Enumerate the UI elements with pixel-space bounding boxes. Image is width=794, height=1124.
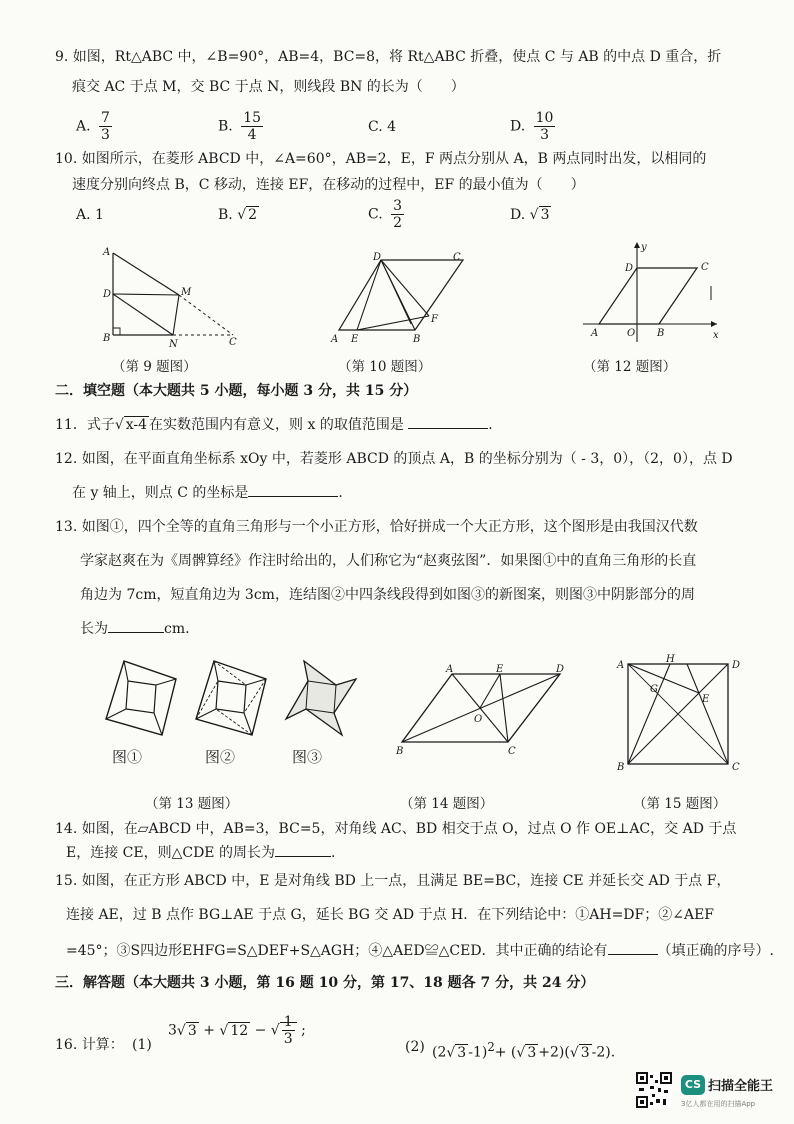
label-A: A [617,660,625,671]
q16-part2-expression: (2√ 3 -1)$^2$+ (√ 3 +2)(√ 3 -2). [432,1040,616,1061]
figure-10 [325,248,475,348]
label-G: G [650,684,658,695]
label-A: A [446,664,454,675]
q9-line1: 9. 如图，Rt△ABC 中，∠B=90°，AB=4，BC=8，将 Rt△ABC 折叠，使点 C 与 AB 的中点 D 重合，折 [55,49,722,65]
answer-blank-q12[interactable] [248,496,338,497]
subfigure-3-label: 图③ [292,748,323,766]
q15-line3: =45°；③S四边形EHFG=S△DEF+S△AGH；④△AED≌△CED．其中正确的结论有 （填正确的序号）. [66,943,774,959]
label-N: N [169,339,178,350]
answer-blank-q15[interactable] [608,954,658,955]
label-y: y [641,242,647,253]
section-2-heading: 二．填空题（本大题共 5 小题，每小题 3 分，共 15 分） [55,383,418,399]
sqrt: √ 3 [529,207,550,223]
q15-line2: 连接 AE，过 B 点作 BG⊥AE 于点 G，延长 BG 交 AD 于点 H．在下列结论中：①AH=DF；②∠AEF [66,907,715,923]
figure-9 [95,245,245,350]
answer-blank-q13[interactable] [108,632,164,633]
label-E: E [496,664,504,675]
subfigure-2-label: 图② [205,748,236,766]
label-H: H [666,654,675,665]
fraction: $\frac{15}{4}$ [243,110,262,143]
q9-option-d: D. $\frac{10}{3}$ [510,110,554,143]
q10-line1: 10. 如图所示，在菱形 ABCD 中，∠A=60°，AB=2，E，F 两点分别从 A，B 两点同时出发，以相同的 [55,151,707,167]
label-C: C [453,252,461,263]
q10-option-c: C. $\frac{3}{2}$ [368,198,403,231]
figure-14 [390,662,580,762]
q12-line2: 在 y 轴上，则点 C 的坐标是 . [72,485,343,501]
q16-part1-label: (1) [132,1037,152,1053]
fraction: $\frac{10}{3}$ [535,110,554,143]
camscanner-badge: CS [681,1075,705,1095]
label-A: A [103,247,111,258]
brand-name: 扫描全能王 [708,1079,774,1094]
sqrt: √ x-4 [114,417,148,433]
q10-option-b: B. √ 2 [218,207,258,223]
answer-blank-q14[interactable] [275,856,331,857]
figure-15 [614,652,744,774]
label-x: x [713,330,719,341]
q13-line4: 长为 cm. [80,621,190,637]
label-B: B [396,746,404,757]
label-B: B [617,762,625,773]
label-M: M [181,287,192,298]
label-E: E [702,694,710,705]
q16-part1-expression: 3√ 3 + √ 12 − √ $\frac{1}{3}$ ; [168,1014,306,1047]
q10-line2: 速度分别向终点 B，C 移动，连接 EF，在移动的过程中，EF 的最小值为（ ） [72,177,585,193]
q14-line2: E，连接 CE，则△CDE 的周长为 . [66,845,336,861]
q12-line1: 12. 如图，在平面直角坐标系 xOy 中，若菱形 ABCD 的顶点 A，B 的坐标分别为（ - 3，0），（2，0），点 D [55,451,733,467]
q10-option-d: D. √ 3 [510,207,550,223]
label-C: C [508,746,516,757]
caption-fig10: （第 10 题图） [338,359,432,375]
label-B: B [413,334,421,345]
q9-option-c: C. 4 [368,119,397,135]
q13-line1: 13. 如图①，四个全等的直角三角形与一个小正方形，恰好拼成一个大正方形，这个图形是由我国汉代数 [55,519,698,535]
q11: 11．式子√ x-4 在实数范围内有意义，则 x 的取值范围是 . [55,417,493,433]
caption-fig12: （第 12 题图） [583,359,677,375]
subfigure-1-label: 图① [112,748,143,766]
q14-line1: 14. 如图，在▱ABCD 中，AB=3，BC=5，对角线 AC、BD 相交于点 O，过点 O 作 OE⊥AC，交 AD 于点 [55,821,737,837]
label-O: O [474,714,483,725]
label-C: C [732,762,740,773]
label-F: F [431,314,438,325]
fraction: $\frac{3}{2}$ [393,198,403,231]
fraction: $\frac{7}{3}$ [101,110,110,143]
q15-line1: 15. 如图，在正方形 ABCD 中，E 是对角线 BD 上一点，且满足 BE=BC，连接 CE 并延长交 AD 于点 F， [55,873,731,889]
brand-slogan: 3亿人都在用的扫描App [681,1100,756,1108]
qr-code-icon [636,1072,672,1108]
q16-part2-label: (2) [405,1039,425,1055]
answer-blank-q11[interactable] [408,428,488,429]
label-D: D [625,263,634,274]
caption-fig14: （第 14 题图） [400,796,494,812]
q13-line3: 角边为 7cm，短直角边为 3cm，连结图②中四条线段得到如图③的新图案，则图③中阴影部分的周 [80,587,695,603]
label-A: A [331,334,339,345]
q9-option-a: A. $\frac{7}{3}$ [76,110,110,143]
q13-line2: 学家赵爽在为《周髀算经》作注时给出的，人们称它为“赵爽弦图”．如果图①中的直角三角形的长直 [80,553,697,569]
label-D: D [373,252,382,263]
q16-label: 16. 计算： [55,1037,124,1053]
q10-option-a: A. 1 [76,207,104,223]
q9-option-b: B. $\frac{15}{4}$ [218,110,262,143]
figure-12 [575,238,725,348]
label-D: D [732,660,741,671]
label-O: O [627,328,636,339]
label-C: C [229,337,237,348]
label-E: E [351,334,359,345]
label-B: B [103,333,111,344]
label-B: B [657,328,665,339]
caption-fig9: （第 9 题图） [112,359,197,375]
caption-fig13: （第 13 题图） [145,796,239,812]
label-C: C [701,262,709,273]
label-D: D [556,664,565,675]
sqrt: √ 2 [237,207,258,223]
caption-fig15: （第 15 题图） [633,796,727,812]
label-A: A [591,328,599,339]
section-3-heading: 三．解答题（本大题共 3 小题，第 16 题 10 分，第 17、18 题各 7 分，共 24 分） [55,975,595,991]
label-D: D [103,289,112,300]
q9-line2: 痕交 AC 于点 M，交 BC 于点 N，则线段 BN 的长为（ ） [72,79,465,95]
